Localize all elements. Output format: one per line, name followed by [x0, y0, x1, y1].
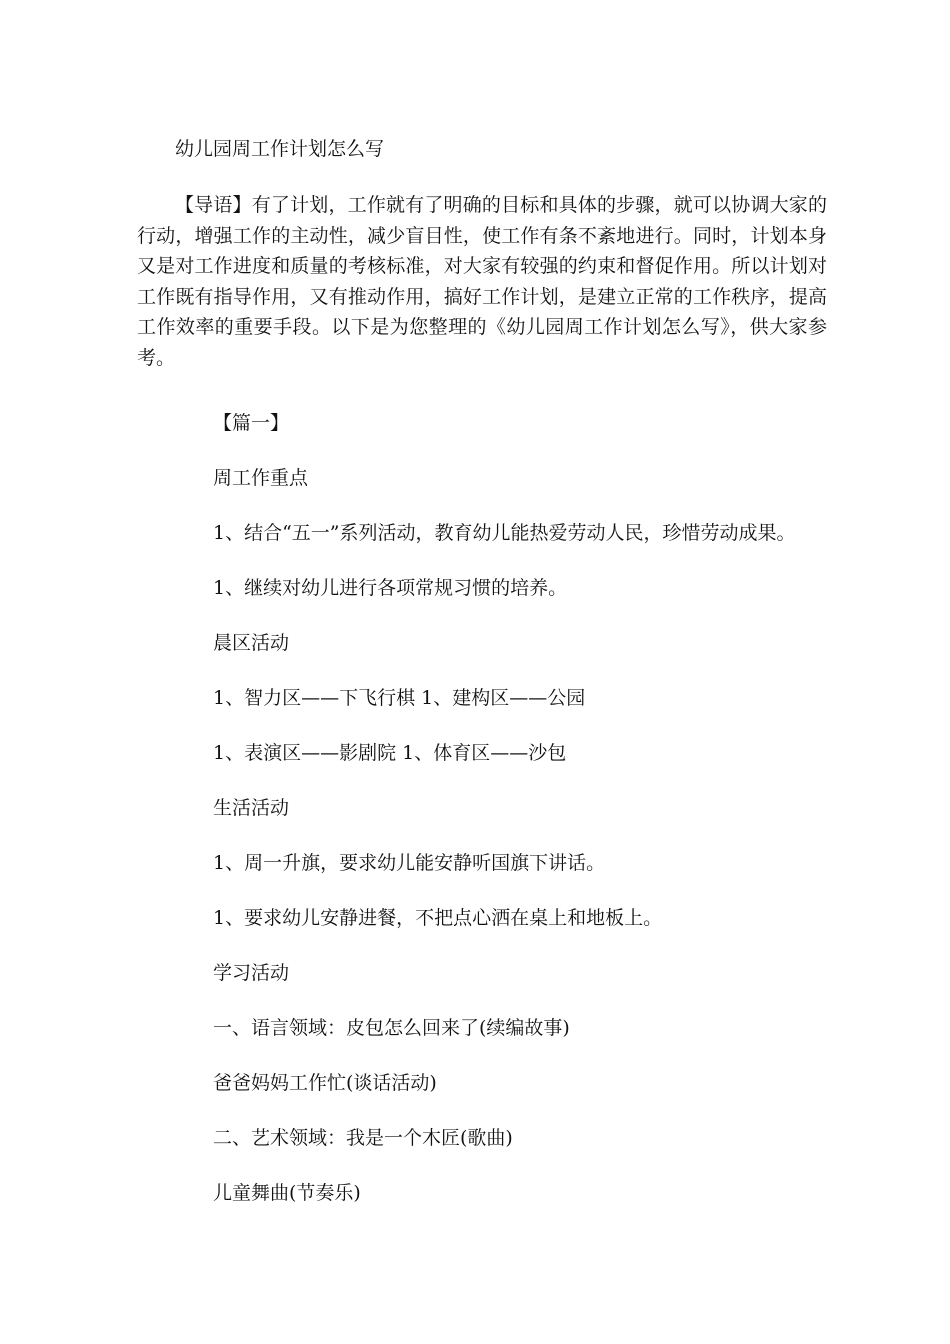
list-item: 儿童舞曲(节奏乐): [213, 1182, 361, 1204]
list-item: 二、艺术领域：我是一个木匠(歌曲): [213, 1127, 513, 1149]
list-item: 1、要求幼儿安静进餐，不把点心洒在桌上和地板上。: [213, 907, 663, 929]
list-item: 爸爸妈妈工作忙(谈话活动): [213, 1072, 437, 1094]
section-heading-part-one: 【篇一】: [213, 412, 290, 434]
document-title: 幼儿园周工作计划怎么写: [175, 138, 385, 160]
heading-morning-area-activities: 晨区活动: [213, 632, 290, 654]
list-item: 1、表演区——影剧院 1、体育区——沙包: [213, 742, 567, 764]
list-item: 1、结合“五一”系列活动，教育幼儿能热爱劳动人民，珍惜劳动成果。: [213, 522, 796, 544]
list-item: 1、周一升旗，要求幼儿能安静听国旗下讲话。: [213, 852, 606, 874]
heading-learning-activities: 学习活动: [213, 962, 290, 984]
list-item: 1、智力区——下飞行棋 1、建构区——公园: [213, 687, 586, 709]
list-item: 一、语言领域：皮包怎么回来了(续编故事): [213, 1017, 570, 1039]
intro-paragraph: 【导语】有了计划，工作就有了明确的目标和具体的步骤，就可以协调大家的行动，增强工作的主动性，减少盲目性，使工作有条不紊地进行。同时，计划本身又是对工作进度和质量的考核标准，对大家有较强的约束和督促作用。所以计划对工作既有指导作用，又有推动作用，搞好工作计划，是建立正常的工作秩序，提高工作效率的重要手段。以下是为您整理的《幼儿园周工作计划怎么写》，供大家参考。: [137, 194, 827, 369]
heading-daily-life-activities: 生活活动: [213, 797, 290, 819]
heading-weekly-focus: 周工作重点: [213, 467, 309, 489]
list-item: 1、继续对幼儿进行各项常规习惯的培养。: [213, 577, 568, 599]
